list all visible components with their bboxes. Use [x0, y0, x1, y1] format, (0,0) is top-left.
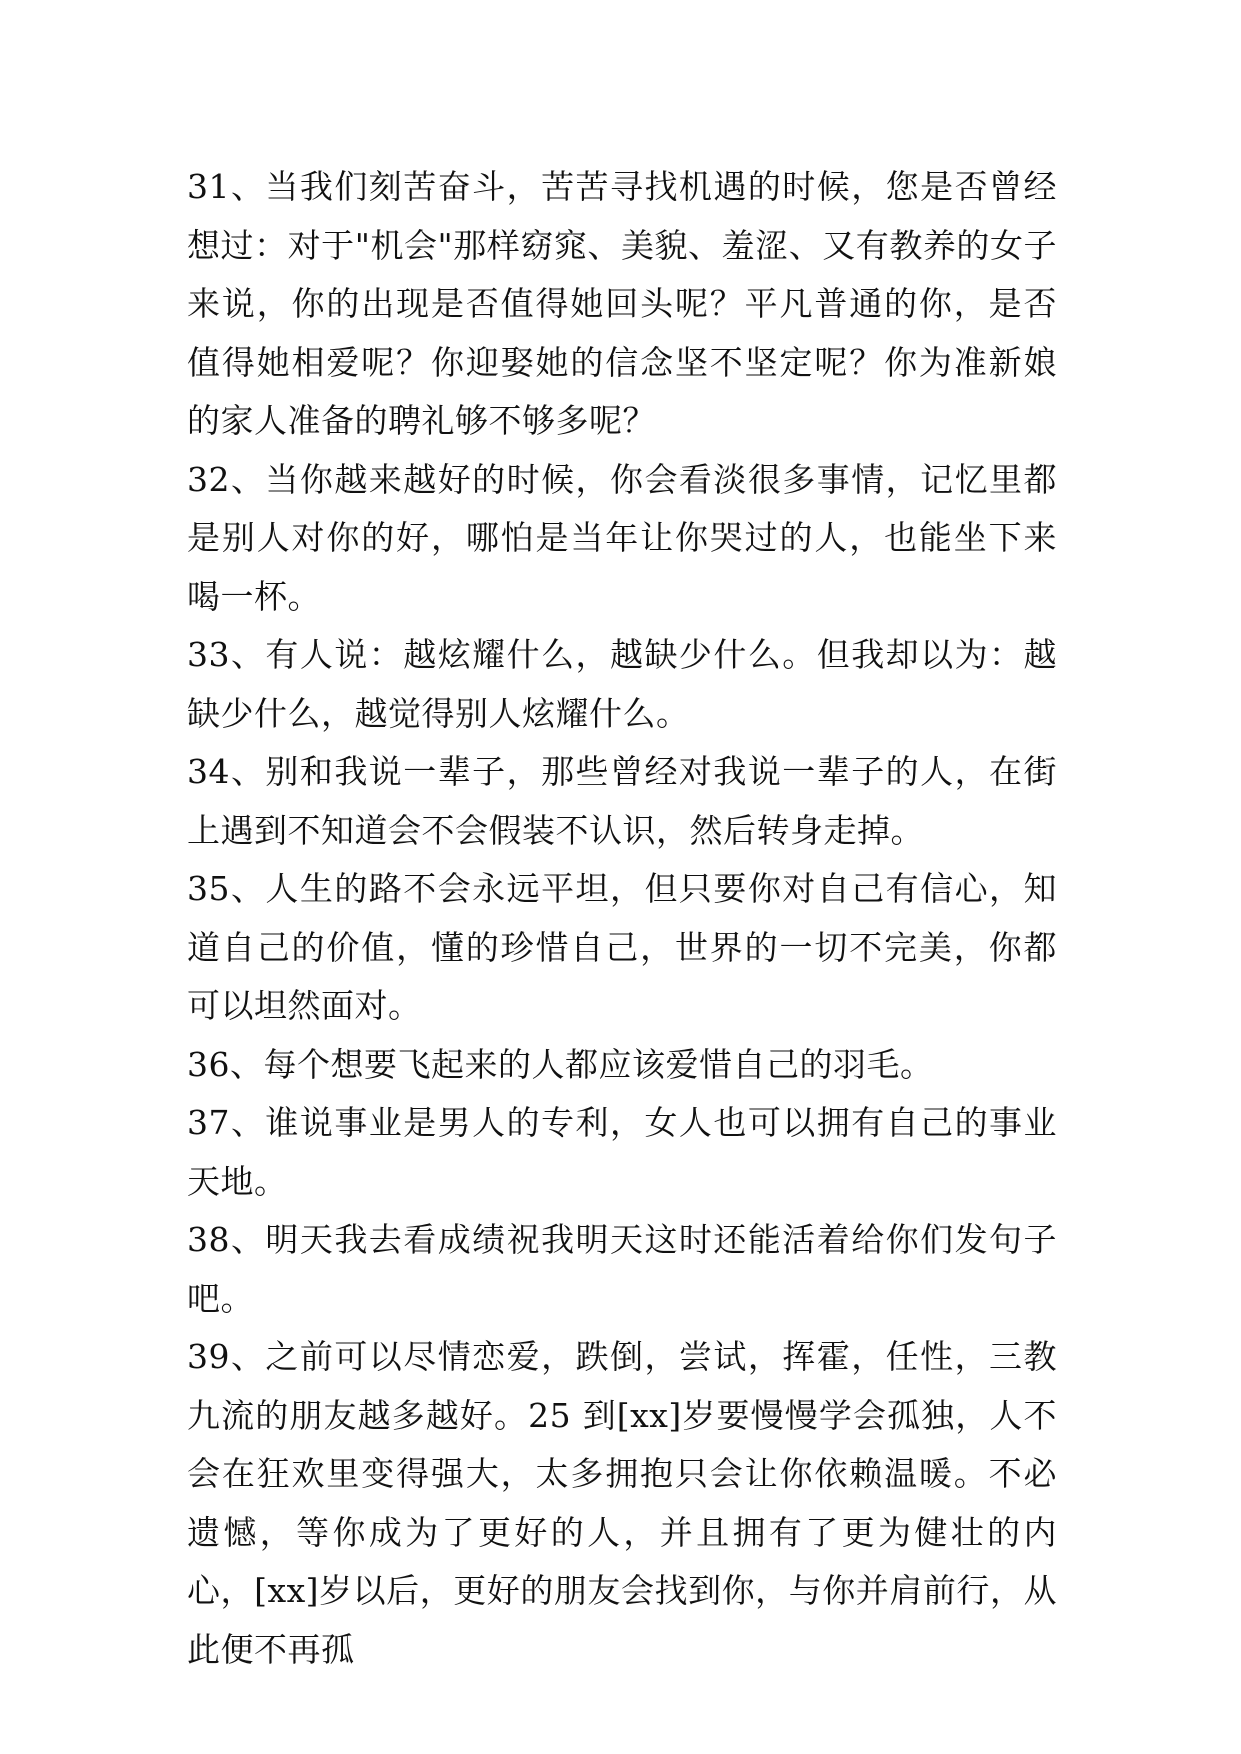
- paragraph-38: 38、明天我去看成绩祝我明天这时还能活着给你们发句子吧。: [187, 1220, 1057, 1318]
- paragraph-34: 34、别和我说一辈子，那些曾经对我说一辈子的人，在街上遇到不知道会不会假装不认识，然后转身走掉。: [187, 752, 1057, 850]
- paragraph-36: 36、每个想要飞起来的人都应该爱惜自己的羽毛。: [187, 1044, 934, 1084]
- paragraph-33: 33、有人说：越炫耀什么，越缺少什么。但我却以为：越缺少什么，越觉得别人炫耀什么。: [187, 635, 1057, 733]
- paragraph-39: 39、之前可以尽情恋爱，跌倒，尝试，挥霍，任性，三教九流的朋友越多越好。25 到[xx]岁要慢慢学会孤独，人不会在狂欢里变得强大，太多拥抱只会让你依赖温暖。不必遗憾，等你成为了更好的人，并且拥有了更为健壮的内心，[xx]岁以后，更好的朋友会找到你，与你并肩前行，从此便不再孤: [187, 1337, 1057, 1669]
- document-body: [187, 158, 1057, 1679]
- paragraph-32: 32、当你越来越好的时候，你会看淡很多事情，记忆里都是别人对你的好，哪怕是当年让你哭过的人，也能坐下来喝一杯。: [187, 459, 1057, 616]
- paragraph-35: 35、人生的路不会永远平坦，但只要你对自己有信心，知道自己的价值，懂的珍惜自己，世界的一切不完美，你都可以坦然面对。: [187, 869, 1057, 1025]
- paragraph-37: 37、谁说事业是男人的专利，女人也可以拥有自己的事业天地。: [187, 1103, 1057, 1201]
- paragraph-31: 31、当我们刻苦奋斗，苦苦寻找机遇的时候，您是否曾经想过：对于"机会"那样窈窕、美貌、羞涩、又有教养的女子来说，你的出现是否值得她回头呢？平凡普通的你，是否值得她相爱呢？你迎娶她的信念坚不坚定呢？你为准新娘的家人准备的聘礼够不够多呢？: [187, 167, 1057, 440]
